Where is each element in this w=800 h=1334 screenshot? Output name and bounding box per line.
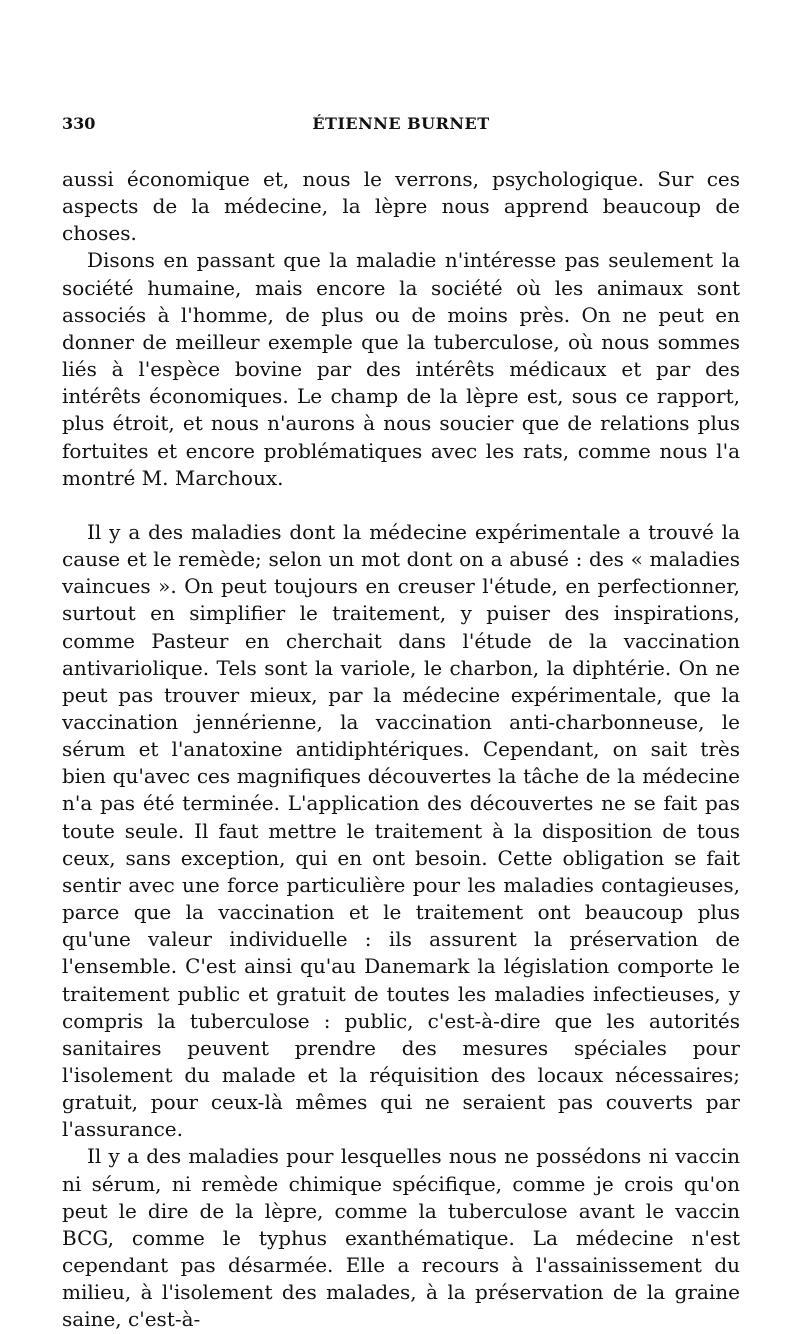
paragraph-continuation: aussi économique et, nous le verrons, psychologique. Sur ces aspects de la médecine, la lèpre nous apprend beaucoup de choses. bbox=[62, 167, 740, 246]
paragraph: Disons en passant que la maladie n'intéresse pas seulement la société humaine, mais encore la société où les animaux sont associés à l'homme, de plus ou de moins près. On ne peut en donner de meilleur exemple que la tuberculose, où nous sommes liés à l'espèce bovine par des intérêts médicaux et par des intérêts économiques. Le champ de la lèpre est, sous ce rapport, plus étroit, et nous n'aurons à nous soucier que de relations plus fortuites et encore problématiques avec les rats, comme nous l'a montré M. Marchoux. bbox=[62, 248, 740, 490]
paragraph: Il y a des maladies pour lesquelles nous ne possédons ni vaccin ni sérum, ni remède chimique spécifique, comme je crois qu'on peut le dire de la lèpre, comme la tuberculose avant le vaccin BCG, comme le typhus exanthématique. La médecine n'est cependant pas désarmée. Elle a recours à l'assainissement du milieu, à l'isolement des malades, à la préservation de la graine saine, c'est-à- bbox=[62, 1144, 740, 1332]
running-title: ÉTIENNE BURNET bbox=[312, 114, 490, 133]
paragraph: Il y a des maladies dont la médecine expérimentale a trouvé la cause et le remède; selon un mot dont on a abusé : des « maladies vaincues ». On peut toujours en creuser l'étude, en perfectionner, surtout en simplifier le traitement, y puiser des inspirations, comme Pasteur en cherchait dans l'étude de la vaccination antivariolique. Tels sont la variole, le charbon, la diphtérie. On ne peut pas trouver mieux, par la médecine expérimentale, que la vaccination jennérienne, la vaccination anti-charbonneuse, le sérum et l'anatoxine antidiphtériques. Cependant, on sait très bien qu'avec ces magnifiques découvertes la tâche de la médecine n'a pas été terminée. L'application des découvertes ne se fait pas toute seule. Il faut mettre le traitement à la disposition de tous ceux, sans exception, qui en ont besoin. Cette obligation se fait sentir avec une force particulière pour les maladies contagieuses, parce que la vaccination et le traitement ont beaucoup plus qu'une valeur individuelle : ils assurent la préservation de l'ensemble. C'est ainsi qu'au Danemark la législation comporte le traitement public et gratuit de toutes les maladies infectieuses, y compris la tuberculose : public, c'est-à-dire que les autorités sanitaires peuvent prendre des mesures spéciales pour l'isolement du malade et la réquisition des locaux nécessaires; gratuit, pour ceux-là mêmes qui ne seraient pas couverts par l'assurance. bbox=[62, 519, 740, 1142]
page-number: 330 bbox=[62, 114, 96, 133]
running-head bbox=[62, 114, 740, 138]
body-text bbox=[62, 166, 740, 1334]
